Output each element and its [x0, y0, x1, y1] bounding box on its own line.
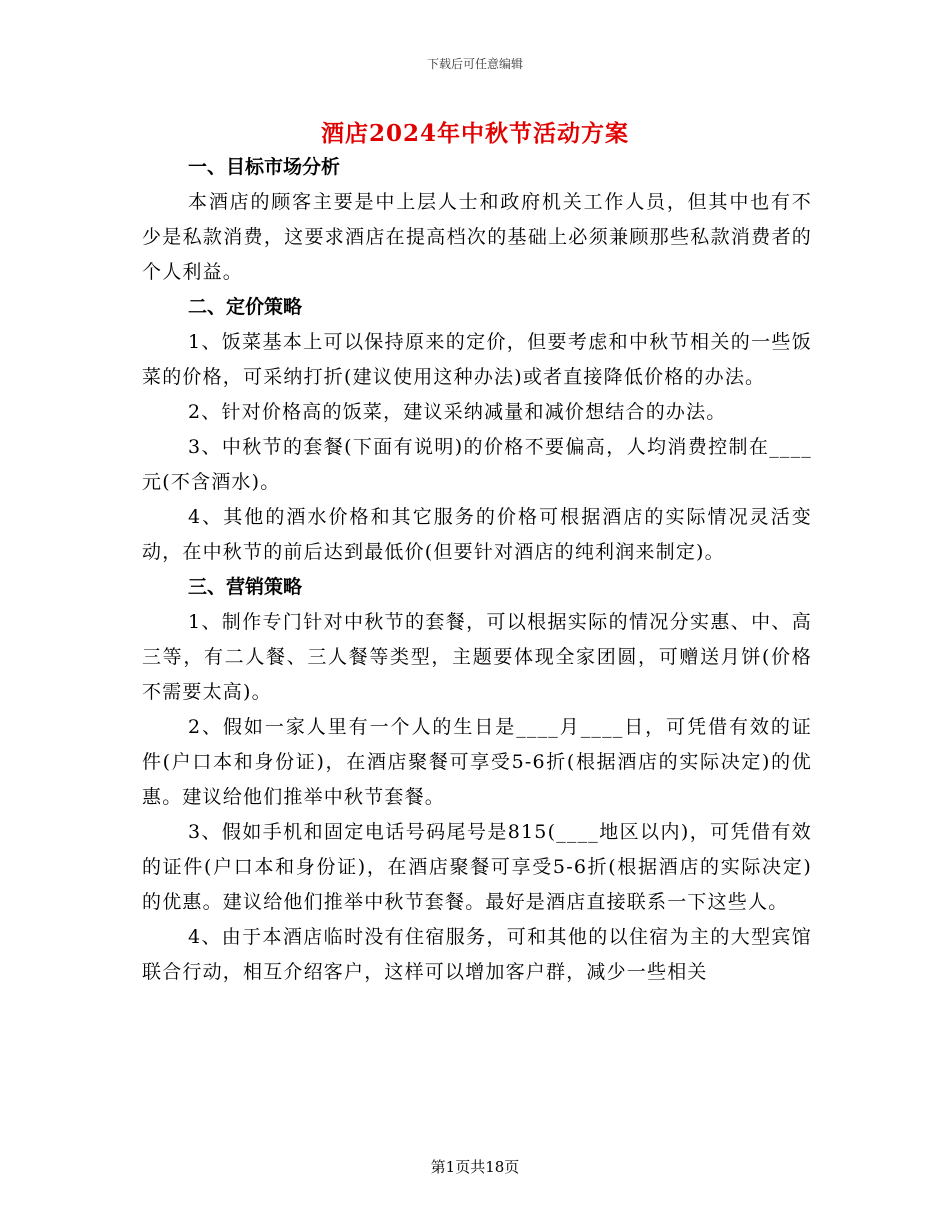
section-heading: 一、目标市场分析	[188, 156, 341, 178]
paragraph: 4、其他的酒水价格和其它服务的价格可根据酒店的实际情况灵活变动，在中秋节的前后达到最低价(但要针对酒店的纯利润来制定)。	[142, 506, 812, 563]
page-footer: 第1页共18页	[430, 1158, 520, 1176]
paragraph: 1、制作专门针对中秋节的套餐，可以根据实际的情况分实惠、中、高三等，有二人餐、三人餐等类型，主题要体现全家团圆，可赠送月饼(价格不需要太高)。	[142, 611, 812, 703]
document-body	[142, 150, 812, 990]
paragraph: 4、由于本酒店临时没有住宿服务，可和其他的以住宿为主的大型宾馆联合行动，相互介绍客户，这样可以增加客户群，减少一些相关	[142, 926, 812, 983]
header-note: 下载后可任意编辑	[426, 57, 523, 71]
section-target-market	[142, 150, 812, 290]
paragraph: 3、假如手机和固定电话号码尾号是815(____地区以内)，可凭借有效的证件(户口本和身份证)，在酒店聚餐可享受5-6折(根据酒店的实际决定)的优惠。建议给他们推举中秋节套餐。最好是酒店直接联系一下这些人。	[142, 821, 812, 913]
paragraph: 3、中秋节的套餐(下面有说明)的价格不要偏高，人均消费控制在____元(不含酒水)。	[142, 436, 812, 493]
paragraph: 本酒店的顾客主要是中上层人士和政府机关工作人员，但其中也有不少是私款消费，这要求酒店在提高档次的基础上必须兼顾那些私款消费者的个人利益。	[142, 191, 812, 283]
document-title: 酒店2024年中秋节活动方案	[320, 120, 629, 147]
paragraph: 1、饭菜基本上可以保持原来的定价，但要考虑和中秋节相关的一些饭菜的价格，可采纳打折(建议使用这种办法)或者直接降低价格的办法。	[142, 331, 812, 388]
section-pricing-strategy	[142, 290, 812, 570]
section-heading: 三、营销策略	[188, 576, 303, 598]
section-heading: 二、定价策略	[188, 296, 303, 318]
section-marketing-strategy	[142, 570, 812, 990]
paragraph: 2、假如一家人里有一个人的生日是____月____日，可凭借有效的证件(户口本和身份证)，在酒店聚餐可享受5-6折(根据酒店的实际决定)的优惠。建议给他们推举中秋节套餐。	[142, 716, 812, 808]
paragraph: 2、针对价格高的饭菜，建议采纳减量和减价想结合的办法。	[188, 401, 727, 423]
